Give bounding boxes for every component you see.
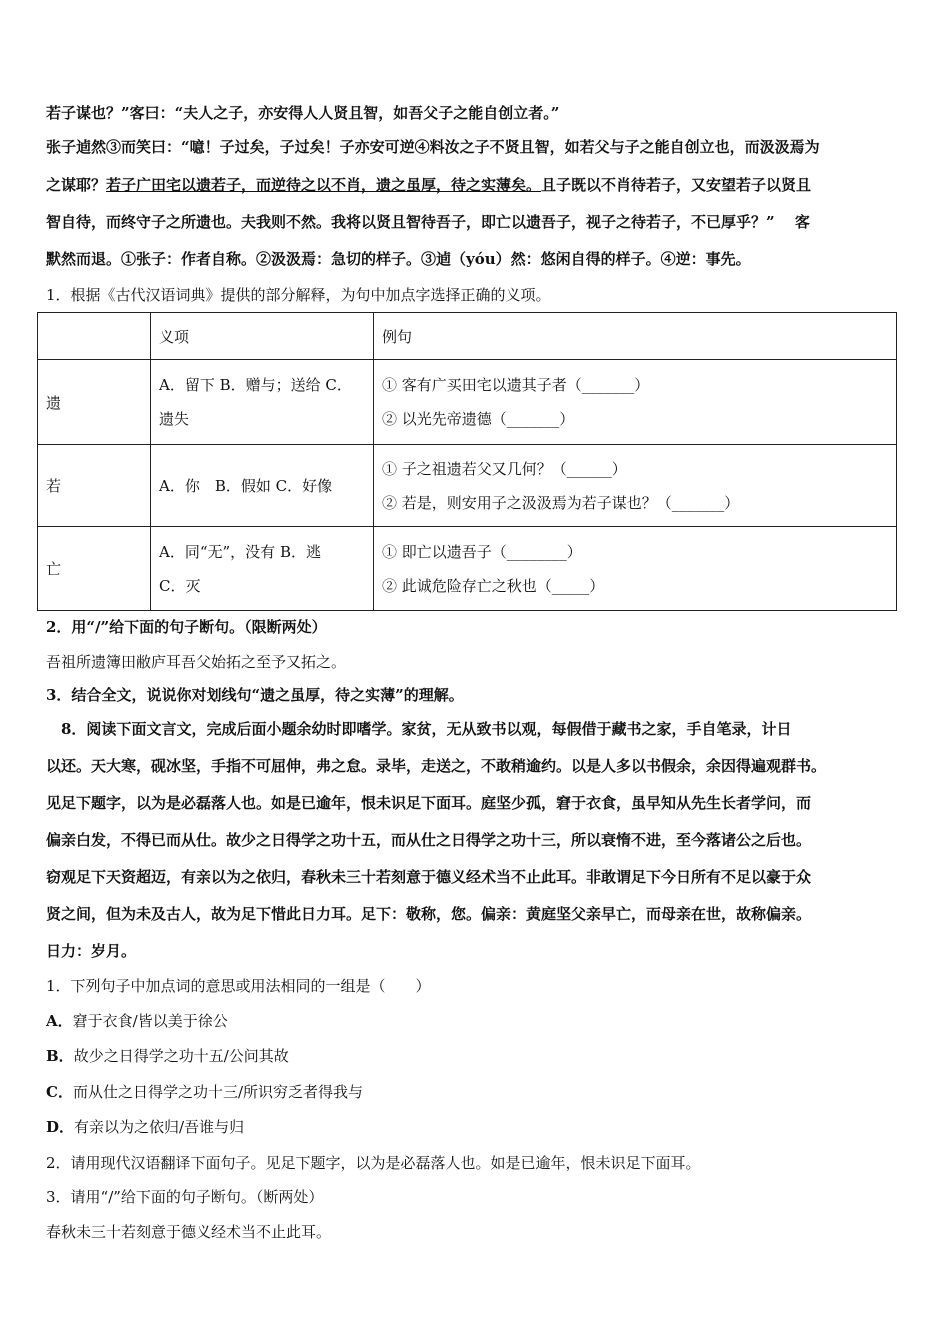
header-cell-example: 例句 bbox=[374, 313, 897, 360]
passage1-line3c: 且子既以不肖待若子，又安望若子以贤且 bbox=[541, 176, 812, 194]
example-line: ① 即亡以遗吾子（________） bbox=[382, 542, 582, 561]
example-line: ① 子之祖遗若父又几何？（______） bbox=[382, 459, 627, 478]
example-line: ② 若是，则安用子之汲汲焉为若子谋也？（_______） bbox=[382, 493, 740, 512]
word-cell: 遗 bbox=[38, 360, 151, 445]
option-a bbox=[46, 1010, 228, 1031]
option-a-text: 窘于衣食/皆以美于徐公 bbox=[72, 1012, 228, 1030]
punctuation-question-title: 3．请用“/”给下面的句子断句。（断两处） bbox=[46, 1188, 324, 1206]
option-d bbox=[46, 1116, 244, 1137]
table-header-row bbox=[38, 313, 897, 360]
q2-text: 吾祖所遗簿田敝庐耳吾父始拓之至予又拓之。 bbox=[46, 653, 347, 671]
table-row bbox=[38, 360, 897, 445]
sense-cell bbox=[151, 445, 374, 527]
passage2-line2: 以还。天大寒，砚冰坚，手指不可屈伸，弗之怠。录毕，走送之，不敢稍逾约。以是人多以书假余，余因得遍观群书。 bbox=[46, 757, 827, 775]
table-row bbox=[38, 445, 897, 527]
example-cell bbox=[374, 360, 897, 445]
passage2-line4: 偏亲白发，不得已而从仕。故少之日得学之功十五，而从仕之日得学之功十三，所以衰惰不进，至今落诸公之后也。 bbox=[46, 831, 812, 849]
word-cell: 亡 bbox=[38, 527, 151, 611]
header-cell-sense: 义项 bbox=[151, 313, 374, 360]
underlined-sentence: 若子广田宅以遗若子，而逆待之以不肖，遗之虽厚，待之实薄矣。 bbox=[106, 176, 542, 194]
passage2-line7: 日力：岁月。 bbox=[46, 942, 137, 960]
sense-line: C．灭 bbox=[159, 576, 201, 595]
example-cell bbox=[374, 527, 897, 611]
option-b bbox=[46, 1045, 289, 1066]
option-d-label: D． bbox=[46, 1118, 75, 1136]
option-c bbox=[46, 1081, 363, 1102]
header-cell-blank bbox=[38, 313, 151, 360]
option-d-text: 有亲以为之依归/吾谁与归 bbox=[74, 1118, 245, 1136]
passage1-line3a: 之谋耶？ bbox=[46, 176, 107, 194]
q1-title: 1．根据《古代汉语词典》提供的部分解释，为句中加点字选择正确的义项。 bbox=[46, 286, 551, 304]
translation-question: 2．请用现代汉语翻译下面句子。见足下题字，以为是必磊落人也。如是已逾年，恨未识足下面耳。 bbox=[46, 1154, 701, 1172]
sense-cell bbox=[151, 527, 374, 611]
option-a-label: A． bbox=[46, 1012, 73, 1030]
option-b-label: B． bbox=[46, 1047, 74, 1065]
passage2-line6: 贤之间，但为未及古人，故为足下惜此日力耳。足下：敬称，您。偏亲：黄庭坚父亲早亡，而母亲在世，故称偏亲。 bbox=[46, 905, 812, 923]
option-c-text: 而从仕之日得学之功十三/所识穷乏者得我与 bbox=[72, 1083, 364, 1101]
mc-question-title: 1．下列句子中加点词的意思或用法相同的一组是（ ） bbox=[46, 977, 431, 995]
passage1-line2: 张子逌然③而笑曰：“噫！子过矣，子过矣！子亦安可逆④料汝之子不贤且智，如若父与子之能自创立也，而汲汲焉为 bbox=[46, 138, 820, 156]
sense-line: A．同“无”，没有 B．逃 bbox=[159, 542, 321, 561]
example-line: ② 此诚危险存亡之秋也（_____） bbox=[382, 576, 605, 595]
passage2-line1: 8．阅读下面文言文，完成后面小题余幼时即嗜学。家贫，无从致书以观，每假借于藏书之家，手自笔录，计日 bbox=[46, 720, 792, 738]
passage2-line3: 见足下题字，以为是必磊落人也。如是已逾年，恨未识足下面耳。庭坚少孤，窘于衣食，虽早知从先生长者学问，而 bbox=[46, 794, 812, 812]
example-cell bbox=[374, 445, 897, 527]
passage1-line3 bbox=[46, 174, 811, 195]
passage1-line4: 智自待，而终守子之所遗也。夫我则不然。我将以贤且智待吾子，即亡以遗吾子，视子之待若子，不已厚乎？” 客 bbox=[46, 213, 810, 231]
passage2-line5: 窃观足下天资超迈，有亲以为之依归，春秋未三十若刻意于德义经术当不止此耳。非敢谓足下今日所有不足以豪于众 bbox=[46, 868, 812, 886]
table-row bbox=[38, 527, 897, 611]
example-line: ② 以光先帝遗德（_______） bbox=[382, 410, 575, 428]
q3-title: 3．结合全文，说说你对划线句“遗之虽厚，待之实薄”的理解。 bbox=[46, 686, 464, 704]
example-line: ① 客有广买田宅以遗其子者（_______） bbox=[382, 376, 650, 394]
q2-title: 2．用“/”给下面的句子断句。（限断两处） bbox=[46, 618, 327, 636]
sense-cell bbox=[151, 360, 374, 445]
passage1-line5: 默然而退。①张子：作者自称。②汲汲焉：急切的样子。③逌（yóu）然：悠闲自得的样子。④逆：事先。 bbox=[46, 250, 751, 268]
sense-line: A．留下 B．赠与；送给 C． bbox=[159, 376, 352, 394]
glossary-table bbox=[37, 312, 897, 611]
sense-line: A．你 B．假如 C．好像 bbox=[159, 476, 333, 495]
punctuation-question-text: 春秋未三十若刻意于德义经术当不止此耳。 bbox=[46, 1223, 332, 1241]
option-b-text: 故少之日得学之功十五/公问其故 bbox=[73, 1047, 289, 1065]
word-cell: 若 bbox=[38, 445, 151, 527]
passage1-line1: 若子谋也？”客曰：“夫人之子，亦安得人人贤且智，如吾父子之能自创立者。” bbox=[46, 104, 560, 122]
option-c-label: C． bbox=[46, 1083, 73, 1101]
sense-line: 遗失 bbox=[159, 410, 190, 428]
